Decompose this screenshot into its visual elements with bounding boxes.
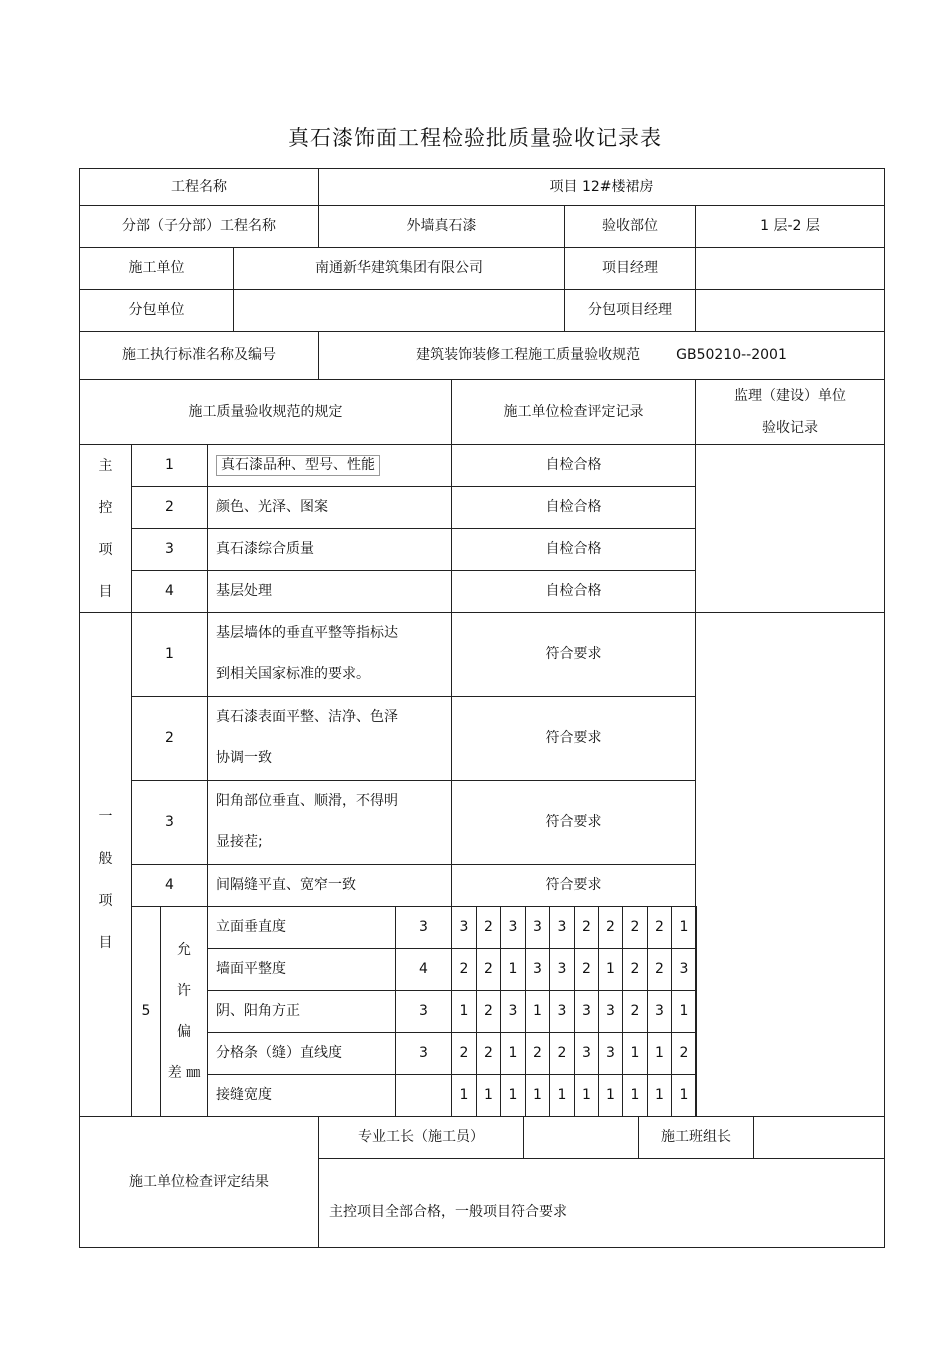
- general-item-text: 间隔缝平直、宽窄一致: [207, 864, 452, 907]
- main-control-char: 目: [98, 583, 113, 600]
- deviation-tolerance: [395, 1074, 452, 1117]
- deviation-tolerance: 3: [395, 1032, 452, 1075]
- deviation-no: 5: [131, 906, 161, 1117]
- general-item-text: [207, 780, 452, 865]
- main-item-text: 真石漆综合质量: [207, 528, 452, 571]
- supervision-column-header: [695, 379, 885, 445]
- deviation-item-name: 立面垂直度: [207, 906, 396, 949]
- subcontract-unit-label: 分包单位: [79, 289, 234, 332]
- deviation-measured-value: 1: [500, 1074, 526, 1117]
- deviation-measured-value: 1: [622, 1032, 648, 1075]
- general-char: 一: [98, 808, 113, 825]
- deviation-measured-value: 1: [671, 906, 697, 949]
- deviation-measured-value: 1: [671, 1074, 697, 1117]
- deviation-measured-value: 2: [451, 948, 477, 991]
- deviation-measured-value: 3: [549, 906, 575, 949]
- deviation-measured-value: 1: [598, 1074, 623, 1117]
- main-item-no: 4: [131, 570, 208, 613]
- unit-check-column-header: 施工单位检查评定记录: [451, 379, 696, 445]
- project-name-label: 工程名称: [79, 168, 319, 206]
- supervision-header-line2: 验收记录: [762, 420, 818, 436]
- main-item-text: 颜色、光泽、图案: [207, 486, 452, 529]
- general-label: [79, 612, 132, 1117]
- conclusion: 主控项目全部合格，一般项目符合要求: [318, 1158, 885, 1248]
- deviation-measured-value: 2: [622, 906, 648, 949]
- subcontract-unit-value: [233, 289, 565, 332]
- deviation-measured-value: 2: [647, 906, 672, 949]
- deviation-measured-value: 1: [500, 1032, 526, 1075]
- result-label: 施工单位检查评定结果: [79, 1116, 319, 1248]
- foreman-value: [523, 1116, 639, 1159]
- deviation-measured-value: 1: [500, 948, 526, 991]
- construction-unit-label: 施工单位: [79, 247, 234, 290]
- standard-label: 施工执行标准名称及编号: [79, 331, 319, 380]
- deviation-measured-value: 3: [598, 990, 623, 1033]
- main-item-result: 自检合格: [451, 486, 696, 529]
- deviation-measured-value: 3: [500, 990, 526, 1033]
- general-char: 般: [98, 850, 113, 867]
- project-manager-value: [695, 247, 885, 290]
- standard-cell: [318, 331, 885, 380]
- deviation-measured-value: 1: [525, 990, 550, 1033]
- main-item-no: 3: [131, 528, 208, 571]
- supervision-header-line1: 监理（建设）单位: [734, 388, 846, 404]
- deviation-measured-value: 1: [451, 1074, 477, 1117]
- deviation-char: 允: [177, 941, 191, 958]
- deviation-measured-value: 2: [549, 1032, 575, 1075]
- deviation-measured-value: 3: [574, 1032, 599, 1075]
- general-item-line1: 真石漆表面平整、洁净、色泽: [216, 709, 398, 725]
- main-control-char: 主: [98, 457, 113, 474]
- project-name-value: 项目 12#楼裙房: [318, 168, 885, 206]
- deviation-measured-value: 1: [476, 1074, 501, 1117]
- deviation-label: [160, 906, 208, 1117]
- deviation-tolerance: 3: [395, 990, 452, 1033]
- standard-code: GB50210--2001: [676, 347, 787, 364]
- general-item-result: 符合要求: [451, 696, 696, 781]
- main-control-label: [79, 444, 132, 613]
- main-item-result: 自检合格: [451, 444, 696, 487]
- deviation-measured-value: 2: [622, 990, 648, 1033]
- deviation-measured-value: 3: [525, 948, 550, 991]
- deviation-measured-value: 3: [525, 906, 550, 949]
- general-item-line2: 到相关国家标准的要求。: [216, 666, 370, 682]
- general-item-line1: 阳角部位垂直、顺滑，不得明: [216, 793, 398, 809]
- foreman-label: 专业工长（施工员）: [318, 1116, 524, 1159]
- deviation-measured-value: 1: [549, 1074, 575, 1117]
- deviation-measured-value: 3: [549, 948, 575, 991]
- general-item-text: [207, 612, 452, 697]
- deviation-char: 差 ㎜: [167, 1064, 201, 1081]
- main-item-text-box: 真石漆品种、型号、性能: [216, 455, 380, 476]
- deviation-item-name: 接缝宽度: [207, 1074, 396, 1117]
- deviation-measured-value: 3: [671, 948, 697, 991]
- deviation-measured-value: 2: [574, 948, 599, 991]
- general-supervision-record: [695, 612, 885, 1117]
- deviation-measured-value: 2: [476, 1032, 501, 1075]
- deviation-measured-value: 1: [671, 990, 697, 1033]
- deviation-measured-value: 2: [525, 1032, 550, 1075]
- main-item-text: [207, 444, 452, 487]
- standard-value: 建筑装饰装修工程施工质量验收规范: [416, 347, 641, 364]
- deviation-item-name: 阴、阳角方正: [207, 990, 396, 1033]
- page-title: 真石漆饰面工程检验批质量验收记录表: [288, 126, 662, 150]
- deviation-measured-value: 2: [476, 906, 501, 949]
- deviation-measured-value: 2: [647, 948, 672, 991]
- main-item-text: 基层处理: [207, 570, 452, 613]
- deviation-measured-value: 3: [451, 906, 477, 949]
- general-item-result: 符合要求: [451, 780, 696, 865]
- deviation-measured-value: 2: [574, 906, 599, 949]
- main-control-char: 控: [98, 499, 113, 516]
- team-leader-value: [753, 1116, 885, 1159]
- deviation-measured-value: 1: [647, 1074, 672, 1117]
- general-item-no: 4: [131, 864, 208, 907]
- general-item-line2: 显接茬;: [216, 834, 263, 850]
- general-item-no: 2: [131, 696, 208, 781]
- general-item-no: 1: [131, 612, 208, 697]
- deviation-measured-value: 2: [671, 1032, 697, 1075]
- deviation-measured-value: 1: [525, 1074, 550, 1117]
- sub-project-label: 分部（子分部）工程名称: [79, 205, 319, 248]
- construction-unit-value: 南通新华建筑集团有限公司: [233, 247, 565, 290]
- team-leader-label: 施工班组长: [638, 1116, 754, 1159]
- deviation-measured-value: 3: [598, 1032, 623, 1075]
- deviation-item-name: 分格条（缝）直线度: [207, 1032, 396, 1075]
- acceptance-part-value: 1 层-2 层: [695, 205, 885, 248]
- subcontract-manager-label: 分包项目经理: [564, 289, 696, 332]
- spec-column-header: 施工质量验收规范的规定: [79, 379, 452, 445]
- main-item-no: 1: [131, 444, 208, 487]
- deviation-measured-value: 1: [451, 990, 477, 1033]
- deviation-measured-value: 1: [647, 1032, 672, 1075]
- general-item-text: [207, 696, 452, 781]
- deviation-measured-value: 2: [598, 906, 623, 949]
- main-item-result: 自检合格: [451, 570, 696, 613]
- deviation-measured-value: 1: [598, 948, 623, 991]
- subcontract-manager-value: [695, 289, 885, 332]
- general-item-line1: 基层墙体的垂直平整等指标达: [216, 625, 398, 641]
- main-item-no: 2: [131, 486, 208, 529]
- main-control-char: 项: [98, 541, 113, 558]
- deviation-tolerance: 4: [395, 948, 452, 991]
- deviation-measured-value: 2: [476, 948, 501, 991]
- deviation-measured-value: 3: [574, 990, 599, 1033]
- deviation-item-name: 墙面平整度: [207, 948, 396, 991]
- general-char: 目: [98, 934, 113, 951]
- deviation-measured-value: 1: [622, 1074, 648, 1117]
- deviation-measured-value: 2: [622, 948, 648, 991]
- main-item-result: 自检合格: [451, 528, 696, 571]
- deviation-measured-value: 3: [549, 990, 575, 1033]
- general-item-result: 符合要求: [451, 612, 696, 697]
- deviation-measured-value: 3: [500, 906, 526, 949]
- deviation-char: 许: [177, 982, 191, 999]
- acceptance-part-label: 验收部位: [564, 205, 696, 248]
- main-control-supervision-record: [695, 444, 885, 613]
- deviation-char: 偏: [177, 1023, 191, 1040]
- general-item-line2: 协调一致: [216, 750, 272, 766]
- deviation-measured-value: 1: [574, 1074, 599, 1117]
- deviation-measured-value: 2: [451, 1032, 477, 1075]
- general-item-result: 符合要求: [451, 864, 696, 907]
- deviation-measured-value: 3: [647, 990, 672, 1033]
- deviation-measured-value: 2: [476, 990, 501, 1033]
- project-manager-label: 项目经理: [564, 247, 696, 290]
- general-char: 项: [98, 892, 113, 909]
- sub-project-value: 外墙真石漆: [318, 205, 565, 248]
- deviation-tolerance: 3: [395, 906, 452, 949]
- general-item-no: 3: [131, 780, 208, 865]
